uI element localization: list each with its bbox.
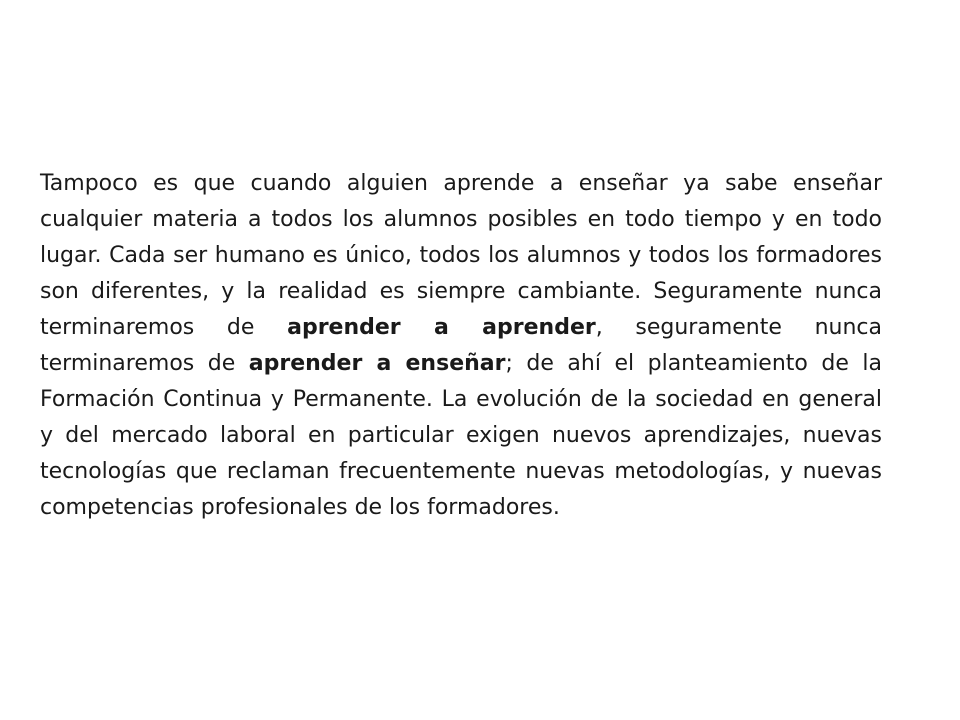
paragraph-text-part-3: ; de ahí el planteamiento de la Formación Continua y Permanente. La evolución de la sociedad en general y del mercado laboral en particular exigen nuevos aprendizajes, nuevas tecnologías que reclaman frecuentemente nuevas metodologías, y nuevas competencias profesionales de los formadores. [40, 351, 882, 520]
paragraph-text-part-1: Tampoco es que cuando alguien aprende a enseñar ya sabe enseñar cualquier materia a todos los alumnos posibles en todo tiempo y en todo lugar. Cada ser humano es único, todos los alumnos y todos los formadores son diferentes, y la realidad es siempre cambiante. Seguramente nunca terminaremos de [40, 171, 882, 340]
emphasis-aprender-a-ensenar: aprender a enseñar [248, 351, 506, 376]
paragraph-text-part-2: , seguramente nunca terminaremos de [40, 315, 882, 376]
body-paragraph [40, 166, 882, 526]
emphasis-aprender-a-aprender: aprender a aprender [287, 315, 596, 340]
